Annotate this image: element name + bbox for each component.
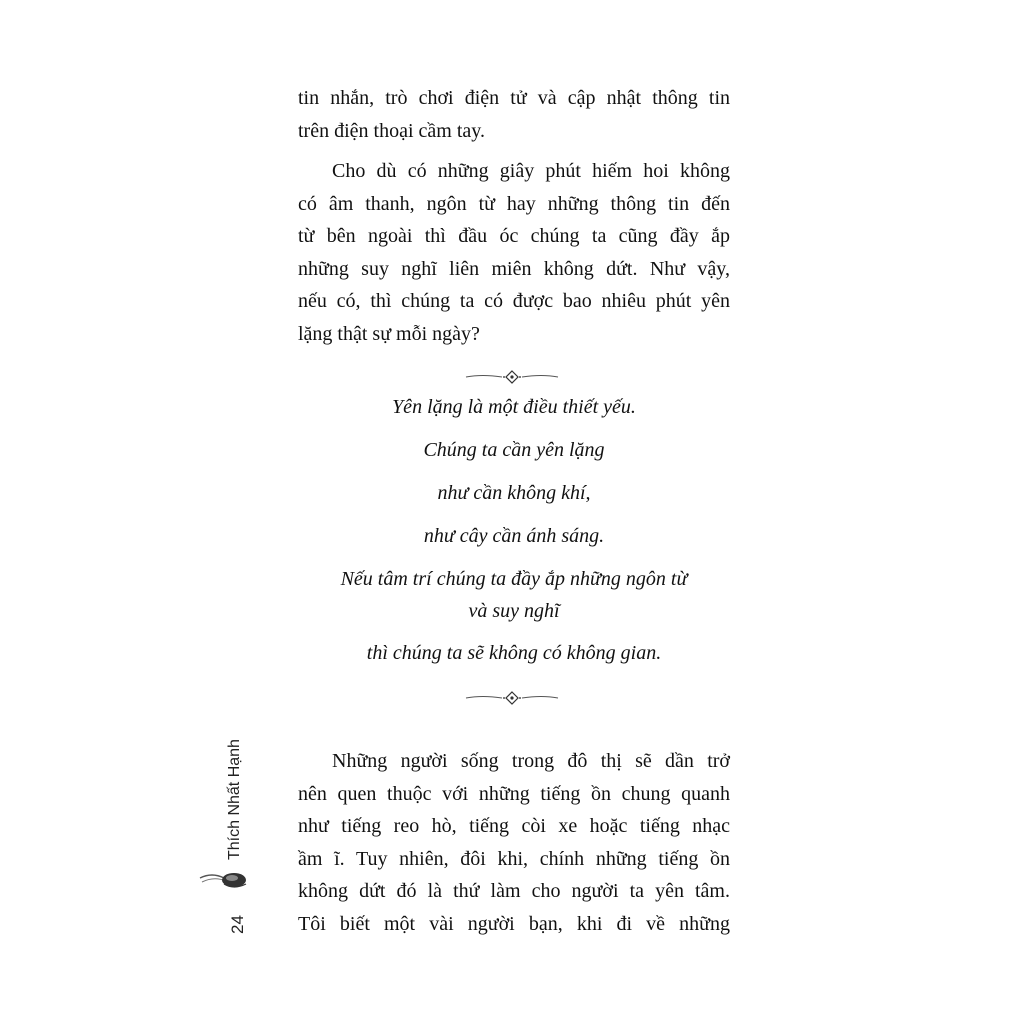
- text-line: Những người sống trong đô thị sẽ dần trở: [332, 750, 730, 772]
- text-line: nếu có, thì chúng ta có được bao nhiêu phút yên: [298, 290, 730, 312]
- floral-divider-icon: [462, 370, 562, 384]
- text-line: trên điện thoại cầm tay.: [298, 119, 485, 142]
- quote-line: Chúng ta cần yên lặng: [423, 439, 605, 461]
- text-line: từ bên ngoài thì đầu óc chúng ta cũng đầy ắp: [298, 225, 730, 247]
- floral-divider-icon: [462, 691, 562, 705]
- quote-block: [298, 392, 730, 672]
- text-line: lặng thật sự mỗi ngày?: [298, 322, 480, 345]
- text-line: những suy nghĩ liên miên không dứt. Như vậy,: [298, 257, 730, 280]
- quote-line: và suy nghĩ: [468, 600, 560, 622]
- text-line: Cho dù có những giây phút hiếm hoi không: [332, 160, 730, 182]
- page-number: [228, 900, 247, 936]
- lotus-icon: [198, 866, 250, 892]
- text-line: nên quen thuộc với những tiếng ồn chung quanh: [298, 782, 730, 805]
- page-number-text: 24: [228, 915, 247, 934]
- quote-line: như cần không khí,: [437, 482, 591, 504]
- text-line: không dứt đó là thứ làm cho người ta yên tâm.: [298, 880, 730, 902]
- text-line: như tiếng reo hò, tiếng còi xe hoặc tiếng nhạc: [298, 815, 730, 837]
- text-line: có âm thanh, ngôn từ hay những thông tin đến: [298, 192, 730, 215]
- quote-line: thì chúng ta sẽ không có không gian.: [366, 642, 662, 664]
- quote-line: Nếu tâm trí chúng ta đầy ắp những ngôn từ: [340, 568, 688, 590]
- author-name: Thích Nhất Hạnh: [226, 739, 243, 860]
- text-line: tin nhắn, trò chơi điện tử và cập nhật thông tin: [298, 87, 730, 109]
- quote-line: như cây cần ánh sáng.: [423, 525, 605, 547]
- running-header-author: [226, 740, 248, 860]
- paragraph-bottom: [298, 745, 730, 940]
- text-line: Tôi biết một vài người bạn, khi đi về những: [298, 912, 730, 935]
- quote-line: Yên lặng là một điều thiết yếu.: [392, 396, 636, 418]
- paragraph-middle: [298, 155, 730, 350]
- paragraph-top: [298, 82, 730, 147]
- text-line: ầm ĩ. Tuy nhiên, đôi khi, chính những tiếng ồn: [298, 847, 730, 870]
